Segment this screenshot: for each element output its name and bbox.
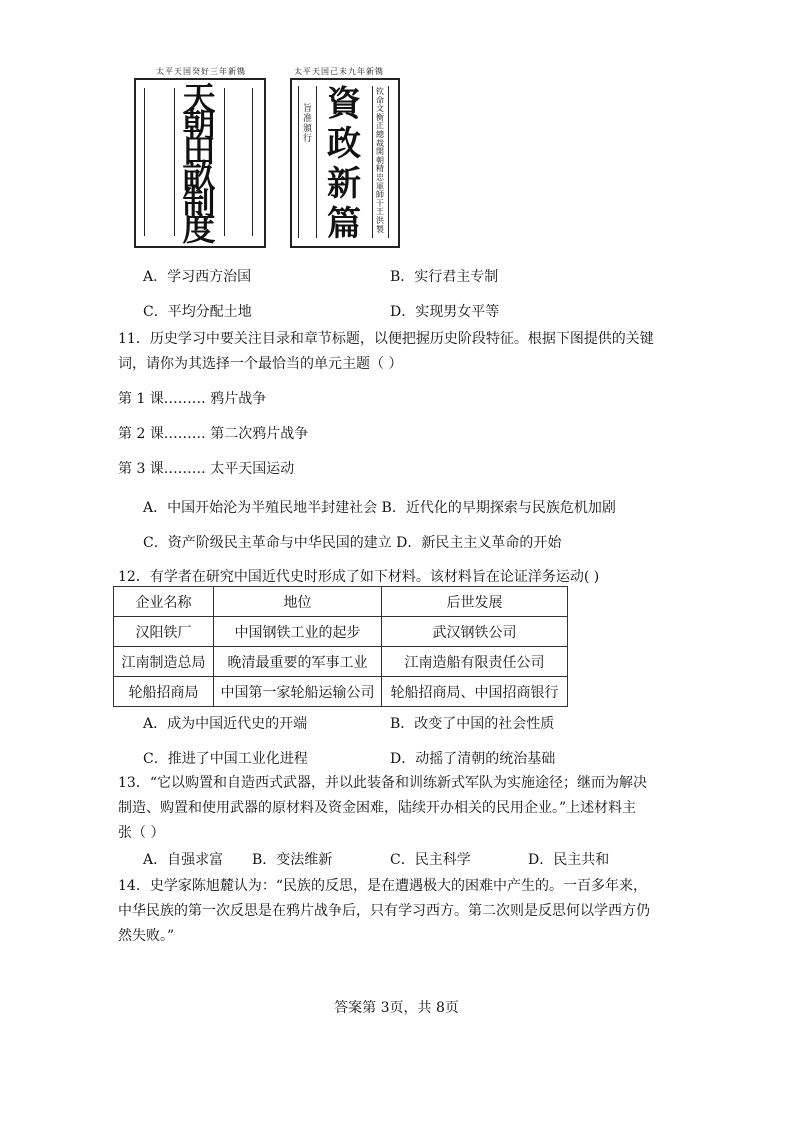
q11-lesson-1: 第 1 课……… 鸦片战争 [118,391,267,407]
q12-stem: 12．有学者在研究中国近代史时形成了如下材料。该材料旨在论证洋务运动( ) [118,569,600,585]
table-header-cell: 后世发展 [382,587,568,617]
q11-options-line-2: C．资产阶级民主革命与中华民国的建立 D．新民主主义革命的开始 [143,535,562,551]
page-footer: 答案第 3页，共 8页 [334,1000,459,1016]
q14-stem-line-1: 14．史学家陈旭麓认为：“民族的反思，是在遭遇极大的困难中产生的。一百多年来， [118,878,647,894]
q13-option-d: D．民主共和 [528,852,610,868]
table-cell: 轮船招商局 [114,677,214,707]
table-cell: 汉阳铁厂 [114,617,214,647]
table-header-cell: 企业名称 [114,587,214,617]
q14-stem-line-2: 中华民族的第一次反思是在鸦片战争后，只有学习西方。第二次则是反思何以学西方仍 [118,903,650,919]
q12-option-c: C．推进了中国工业化进程 [143,751,308,767]
q10-option-b: B．实行君主专制 [390,269,499,285]
cover-frame-line [224,88,225,236]
q12-option-d: D．动摇了清朝的统治基础 [390,751,556,767]
cover-frame-line [372,86,373,238]
table-row [114,617,568,647]
left-cover-top-caption: 太平天国癸好三年新镌 [156,67,246,76]
table-cell: 中国第一家轮船运输公司 [214,677,382,707]
table-cell: 中国钢铁工业的起步 [214,617,382,647]
cover-side-text-right: 钦命文衡正總裁開朝精忠軍師干王洪 製 [376,87,384,234]
cover-frame-line [252,88,253,236]
right-book-cover-image [290,78,400,248]
table-cell: 晚清最重要的军事工业 [214,647,382,677]
q14-stem-line-3: 然失败。” [118,928,175,944]
cover-title: 資政新篇 [327,84,361,244]
table-row [114,677,568,707]
q10-option-a: A．学习西方治国 [143,269,252,285]
q13-option-b: B．变法维新 [252,852,333,868]
cover-frame-line [298,86,299,238]
q11-lesson-2: 第 2 课……… 第二次鸦片战争 [118,426,309,442]
q13-stem-line-2: 制造、购置和使用武器的原材料及资金困难，陆续开办相关的民用企业。”上述材料主 [118,800,637,816]
table-cell: 轮船招商局、中国招商银行 [382,677,568,707]
q11-lesson-3: 第 3 课……… 太平天国运动 [118,461,295,477]
q13-option-a: A．自强求富 [143,852,224,868]
cover-side-text-left: 旨准頒行 [303,104,313,144]
q10-option-d: D．实现男女平等 [390,304,500,320]
cover-frame-line [316,86,317,238]
table-header-row [114,587,568,617]
cover-title: 天朝田畝制度 [182,79,216,248]
q11-options-line-1: A．中国开始沦为半殖民地半封建社会 B．近代化的早期探索与民族危机加剧 [143,500,616,516]
cover-frame-line [388,86,389,238]
right-cover-top-caption: 太平天国己未九年新镌 [294,67,384,76]
q13-stem-line-1: 13．“它以购置和自造西式武器，并以此装备和训练新式军队为实施途径；继而为解决 [118,775,647,791]
q13-option-c: C．民主科学 [390,852,471,868]
left-book-cover-image [134,78,266,248]
table-header-cell: 地位 [214,587,382,617]
cover-frame-line [174,88,175,236]
table-cell: 江南制造总局 [114,647,214,677]
q12-option-b: B．改变了中国的社会性质 [390,716,555,732]
q10-option-c: C．平均分配土地 [143,304,252,320]
q12-enterprise-table [113,586,568,707]
q11-stem-line-2: 词，请你为其选择一个最恰当的单元主题（ ） [118,356,403,372]
table-row [114,647,568,677]
q13-stem-line-3: 张（ ） [118,825,165,841]
cover-frame-line [144,88,145,236]
table-cell: 江南造船有限责任公司 [382,647,568,677]
q12-option-a: A．成为中国近代史的开端 [143,716,308,732]
table-cell: 武汉钢铁公司 [382,617,568,647]
q11-stem-line-1: 11．历史学习中要关注目录和章节标题，以便把握历史阶段特征。根据下图提供的关键 [118,331,654,347]
